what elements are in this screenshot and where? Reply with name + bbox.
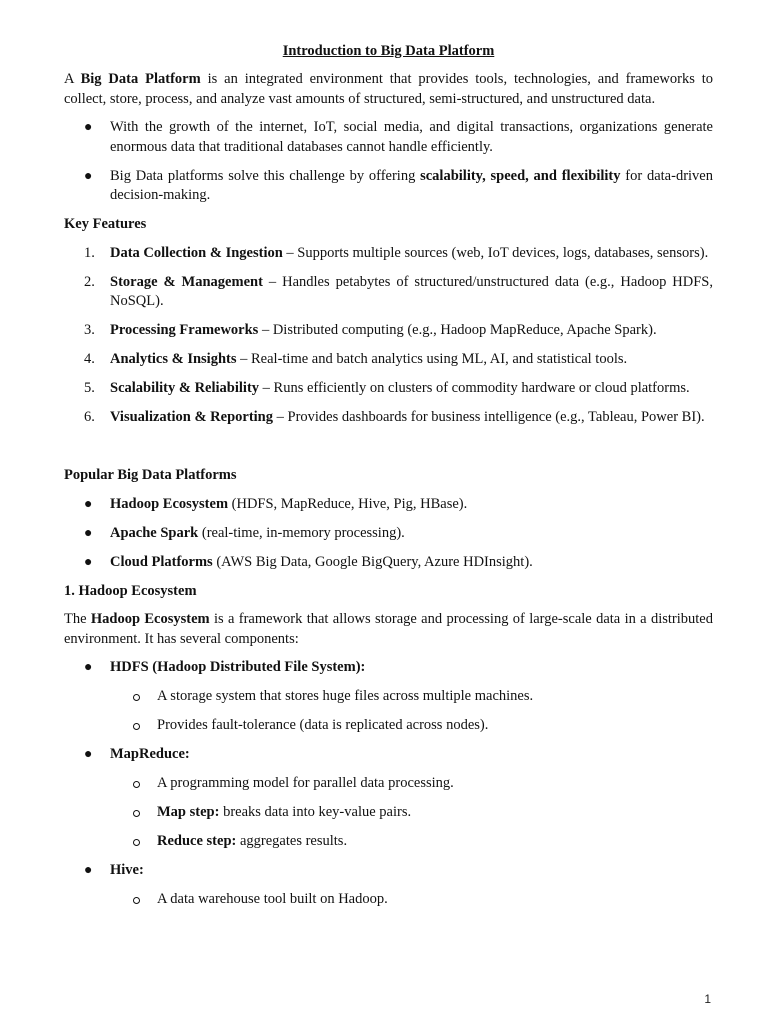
intro-rest: is an integrated environment that provides tools, technologies, and frameworks to collect, store, process, and analyze vast amounts of structured, semi-structured, and unstructured data. — [64, 71, 714, 107]
sub-list-item — [64, 716, 713, 736]
key-features-heading: Key Features — [64, 216, 147, 232]
hollow-bullet-icon — [133, 781, 140, 788]
feature-name: Visualization & Reporting — [110, 409, 273, 425]
list-item — [64, 495, 713, 515]
sub-item-bold: Reduce step: — [157, 833, 237, 849]
hadoop-intro-paragraph — [64, 610, 713, 649]
bullet-icon: ● — [84, 747, 93, 762]
bullet-text: With the growth of the internet, IoT, social media, and digital transactions, organizations generate enormous data that traditional databases cannot handle efficiently. — [110, 119, 713, 155]
sub-item-text: A programming model for parallel data processing. — [157, 775, 454, 791]
bullet-icon: ● — [84, 496, 93, 512]
bullet-text-post: for data-driven decision-making. — [110, 167, 713, 203]
bullet-icon: ● — [84, 168, 93, 184]
feature-text: – Runs efficiently on clusters of commodity hardware or cloud platforms. — [259, 380, 690, 396]
list-item — [64, 408, 713, 428]
feature-text: – Handles petabytes of structured/unstructured data (e.g., Hadoop HDFS, NoSQL). — [110, 273, 713, 309]
hollow-bullet-icon — [133, 810, 140, 817]
section-spacer — [64, 437, 713, 466]
list-item — [64, 273, 713, 312]
hollow-bullet-icon — [133, 694, 140, 701]
list-item — [64, 745, 713, 765]
sub-list-item — [64, 832, 713, 852]
page-number: 1 — [704, 992, 711, 1006]
feature-name: Processing Frameworks — [110, 322, 259, 338]
hadoop-intro-post: is a framework that allows storage and processing of large-scale data in a distributed environment. It has several components: — [64, 611, 713, 647]
hadoop-components-list — [64, 658, 713, 910]
feature-text: – Provides dashboards for business intelligence (e.g., Tableau, Power BI). — [273, 409, 705, 425]
component-name: MapReduce: — [110, 746, 190, 762]
bullet-icon: ● — [84, 863, 93, 878]
component-name: Hive: — [110, 862, 144, 878]
document-page — [64, 42, 713, 919]
popular-platforms-list — [64, 495, 713, 573]
feature-name: Analytics & Insights — [110, 351, 237, 367]
hollow-bullet-icon — [133, 723, 140, 730]
sub-item-text: A storage system that stores huge files across multiple machines. — [157, 688, 534, 704]
platform-text: (HDFS, MapReduce, Hive, Pig, HBase). — [228, 495, 468, 512]
list-item — [64, 167, 713, 206]
bullet-icon: ● — [84, 660, 93, 675]
list-item — [64, 118, 713, 157]
item-number: 5. — [84, 380, 95, 396]
hadoop-heading: 1. Hadoop Ecosystem — [64, 582, 197, 599]
hadoop-intro-bold: Hadoop Ecosystem — [90, 611, 210, 627]
platform-name: Apache Spark — [110, 524, 199, 541]
sub-item-text: Provides fault-tolerance (data is replicated across nodes). — [157, 717, 489, 733]
hollow-bullet-icon — [133, 897, 140, 904]
item-number: 3. — [84, 322, 95, 338]
intro-bold-term: Big Data Platform — [80, 71, 201, 87]
sub-item-bold: Map step: — [157, 804, 220, 820]
list-item — [64, 379, 713, 399]
sub-list-item — [64, 687, 713, 707]
list-item — [64, 244, 713, 264]
sub-item-text: aggregates results. — [236, 833, 348, 849]
bullet-icon: ● — [84, 525, 93, 541]
key-features-list — [64, 244, 713, 428]
platform-name: Cloud Platforms — [110, 553, 213, 570]
feature-text: – Real-time and batch analytics using ML, AI, and statistical tools. — [236, 351, 628, 367]
item-number: 1. — [84, 244, 95, 261]
feature-name: Data Collection & Ingestion — [110, 244, 283, 261]
list-item — [64, 553, 713, 573]
feature-name: Scalability & Reliability — [110, 380, 260, 396]
bullet-icon: ● — [84, 120, 93, 135]
platform-name: Hadoop Ecosystem — [110, 495, 229, 512]
bullet-bold-text: scalability, speed, and flexibility — [420, 167, 621, 184]
list-item — [64, 524, 713, 544]
intro-paragraph — [64, 70, 713, 109]
platform-text: (AWS Big Data, Google BigQuery, Azure HDInsight). — [212, 553, 533, 570]
hadoop-intro-pre: The — [64, 611, 91, 627]
sub-item-text: breaks data into key-value pairs. — [219, 804, 412, 820]
sub-list-item — [64, 774, 713, 794]
item-number: 2. — [84, 273, 95, 290]
list-item — [64, 321, 713, 341]
intro-bullet-list — [64, 118, 713, 206]
item-number: 6. — [84, 409, 95, 425]
sub-list-item — [64, 803, 713, 823]
hollow-bullet-icon — [133, 839, 140, 846]
feature-text: – Distributed computing (e.g., Hadoop MapReduce, Apache Spark). — [258, 322, 657, 338]
feature-text: – Supports multiple sources (web, IoT devices, logs, databases, sensors). — [282, 244, 709, 261]
bullet-icon: ● — [84, 554, 93, 570]
sub-item-text: A data warehouse tool built on Hadoop. — [157, 891, 388, 907]
popular-platforms-heading: Popular Big Data Platforms — [64, 467, 237, 483]
document-title: Introduction to Big Data Platform — [282, 43, 495, 59]
intro-lead: A — [64, 71, 81, 87]
component-name: HDFS (Hadoop Distributed File System): — [110, 659, 366, 675]
sub-list-item — [64, 890, 713, 910]
platform-text: (real-time, in-memory processing). — [198, 524, 405, 541]
list-item — [64, 861, 713, 881]
list-item — [64, 350, 713, 370]
list-item — [64, 658, 713, 678]
item-number: 4. — [84, 351, 95, 367]
bullet-text-pre: Big Data platforms solve this challenge by offering — [110, 167, 421, 184]
feature-name: Storage & Management — [110, 273, 263, 290]
